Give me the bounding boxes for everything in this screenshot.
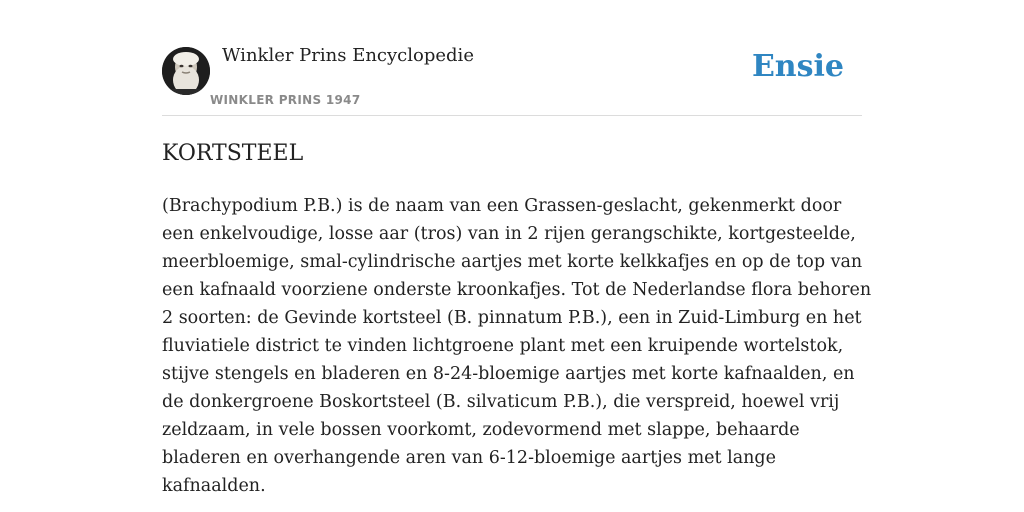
source-avatar[interactable]: [162, 47, 210, 95]
source-title[interactable]: Winkler Prins Encyclopedie: [222, 45, 474, 66]
entry-title: KORTSTEEL: [162, 141, 304, 166]
ensie-logo[interactable]: Ensie: [751, 49, 844, 84]
bearded-man-portrait-icon: [162, 47, 210, 95]
entry-body: (Brachypodium P.B.) is de naam van een Grassen-geslacht, gekenmerkt door een enkelvoudige, losse aar (tros) van in 2 rijen gerangschikte, kortgesteelde, meerbloemige, smal-cylindrische aartjes met korte kelkkafjes en op de top van een kafnaald voorziene onderste kroonkafjes. Tot de Nederlandse flora behoren 2 soorten: de Gevinde kortsteel (B. pinnatum P.B.), een in Zuid-Limburg en het fluviatiele district te vinden lichtgroene plant met een kruipende wortelstok, stijve stengels en bladeren en 8-24-bloemige aartjes met korte kafnaalden, en de donkergroene Boskortsteel (B. silvaticum P.B.), die verspreid, hoewel vrij zeldzaam, in vele bossen voorkomt, zodevormend met slappe, behaarde bladeren en overhangende aren van 6-12-bloemige aartjes met lange kafnaalden.: [162, 196, 872, 496]
source-subtitle[interactable]: WINKLER PRINS 1947: [210, 93, 361, 107]
source-header: [162, 45, 862, 116]
